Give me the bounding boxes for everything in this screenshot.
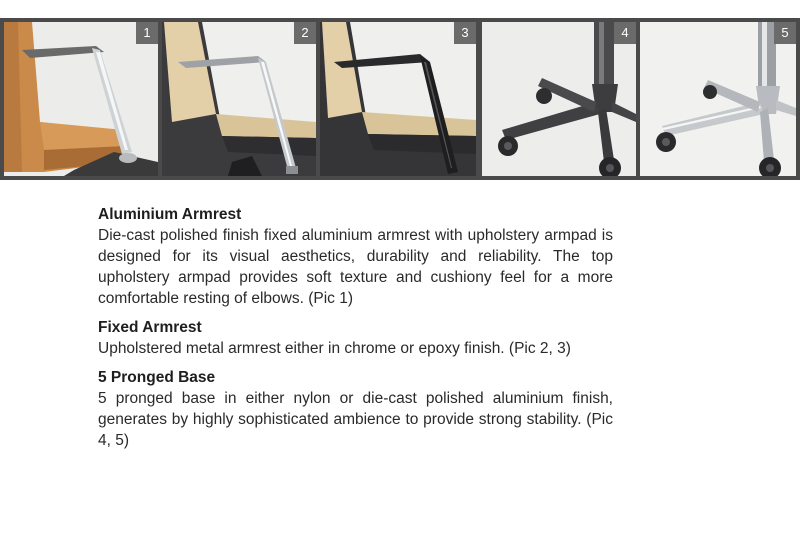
feature-description: Upholstered metal armrest either in chrome or epoxy finish. (Pic 2, 3) bbox=[98, 340, 571, 357]
product-photo-strip bbox=[0, 18, 800, 180]
photo-aluminium-armrest bbox=[4, 22, 158, 176]
feature-aluminium-armrest bbox=[98, 205, 613, 309]
picture-number-badge: 2 bbox=[294, 22, 316, 44]
picture-number-badge: 4 bbox=[614, 22, 636, 44]
feature-5-pronged-base bbox=[98, 368, 613, 451]
photo-fixed-armrest-chrome bbox=[162, 22, 316, 176]
feature-heading: 5 Pronged Base bbox=[98, 369, 216, 386]
feature-description: 5 pronged base in either nylon or die-cast polished aluminium finish, generates by highly sophisticated ambience to provide strong stability. (Pic 4, 5) bbox=[98, 390, 613, 449]
feature-heading: Aluminium Armrest bbox=[98, 206, 242, 223]
picture-number-badge: 1 bbox=[136, 22, 158, 44]
picture-number-badge: 5 bbox=[774, 22, 796, 44]
photo-aluminium-base bbox=[640, 22, 796, 176]
picture-number-badge: 3 bbox=[454, 22, 476, 44]
feature-heading: Fixed Armrest bbox=[98, 319, 202, 336]
photo-fixed-armrest-epoxy bbox=[320, 22, 476, 176]
photo-nylon-base bbox=[482, 22, 636, 176]
feature-fixed-armrest bbox=[98, 318, 613, 359]
feature-description: Die-cast polished finish fixed aluminium armrest with upholstery armpad is designed for its visual aesthetics, durability and reliability. The top upholstery armpad provides soft texture and cushiony feel for a more comfortable resting of elbows. (Pic 1) bbox=[98, 227, 613, 307]
feature-descriptions bbox=[98, 205, 613, 460]
